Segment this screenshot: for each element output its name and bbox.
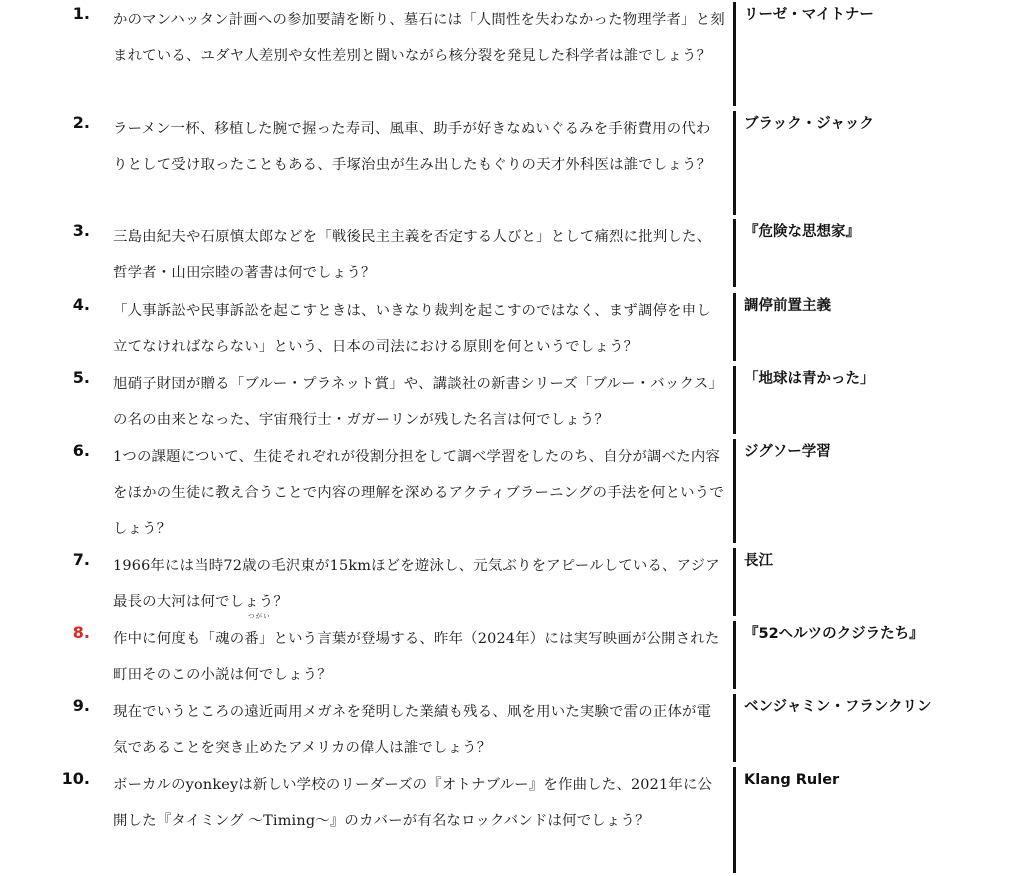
question-number: 2. [72,113,90,132]
quiz-row-4 [0,291,1024,363]
answer-divider [733,111,736,215]
answer-text: 調停前置主義 [744,298,831,314]
quiz-row-9 [0,692,1024,764]
question-text: 「人事訴訟や民事訴訟を起こすときは、いきなり裁判を起こすのではなく、まず調停を申し立てなければならない」という、日本の司法における原則を何というでしょう？ [113,303,711,355]
answer-text: ベンジャミン・フランクリン [744,699,932,715]
answer-text: 『危険な思想家』 [744,224,860,240]
answer-divider [733,767,736,873]
answer-divider [733,694,736,762]
answer-divider [733,621,736,689]
question-text: 現在でいうところの遠近両用メガネを発明した業績も残る、凧を用いた実験で雷の正体が電気であることを突き止めたアメリカの偉人は誰でしょう？ [113,704,712,756]
answer-text: ジグソー学習 [744,444,831,460]
answer-divider [733,219,736,287]
question-number: 6. [72,441,90,460]
quiz-row-7 [0,546,1024,618]
answer-text: 長江 [744,553,773,569]
question-text: ラーメン一杯、移植した腕で握った寿司、風車、助手が好きなぬいぐるみを手術費用の代わりとして受け取ったこともある、手塚治虫が生み出したもぐりの天才外科医は誰でしょう？ [113,121,712,173]
quiz-row-8 [0,612,1024,691]
answer-divider [733,2,736,106]
question-number: 7. [72,550,90,569]
question-number: 1. [72,4,90,23]
quiz-row-5 [0,364,1024,436]
answer-text: Klang Ruler [744,772,840,788]
question-number: 5. [72,368,90,387]
answer-text: ブラック・ジャック [744,116,874,132]
quiz-row-1 [0,0,1024,108]
question-text: 作中に何度も「魂の番」という言葉が登場する、昨年（2024年）には実写映画が公開された町田そのこの小説は何でしょう？ [113,631,720,683]
question-text: 三島由紀夫や石原慎太郎などを「戦後民主主義を否定する人びと」として痛烈に批判した、哲学者・山田宗睦の著書は何でしょう？ [113,229,712,281]
quiz-row-10 [0,765,1024,873]
answer-text: リーゼ・マイトナー [744,7,874,23]
question-number: 10. [61,769,90,788]
quiz-row-2 [0,109,1024,217]
question-text: ボーカルのyonkeyは新しい学校のリーダーズの『オトナブルー』を作曲した、2021年に公開した『タイミング 〜Timing〜』のカバーが有名なロックバンドは何でしょう？ [113,777,713,829]
question-text: 1966年には当時72歳の毛沢東が15kmほどを遊泳し、元気ぶりをアピールしている、アジア最長の大河は何でしょう？ [113,558,720,610]
answer-divider [733,366,736,434]
answer-divider [733,293,736,361]
question-text: 1つの課題について、生徒それぞれが役割分担をして調べ学習をしたのち、自分が調べた内容をほかの生徒に教え合うことで内容の理解を深めるアクティブラーニングの手法を何というでしょう？ [113,449,724,537]
question-number: 3. [72,221,90,240]
quiz-row-3 [0,217,1024,289]
question-text: 旭硝子財団が贈る「ブルー・プラネット賞」や、講談社の新書シリーズ「ブルー・バックス」の名の由来となった、宇宙飛行士・ガガーリンが残した名言は何でしょう？ [113,376,724,428]
answer-text: 「地球は青かった」 [744,371,875,387]
question-text: かのマンハッタン計画への参加要請を断り、墓石には「人間性を失わなかった物理学者」と刻まれている、ユダヤ人差別や女性差別と闘いながら核分裂を発見した科学者は誰でしょう？ [113,12,725,64]
question-number: 8. [72,623,90,642]
furigana: つがい [248,612,271,620]
question-number: 9. [72,696,90,715]
quiz-row-6 [0,437,1024,545]
question-number: 4. [72,295,90,314]
answer-divider [733,548,736,616]
answer-text: 『52ヘルツのクジラたち』 [744,626,924,642]
answer-divider [733,439,736,543]
